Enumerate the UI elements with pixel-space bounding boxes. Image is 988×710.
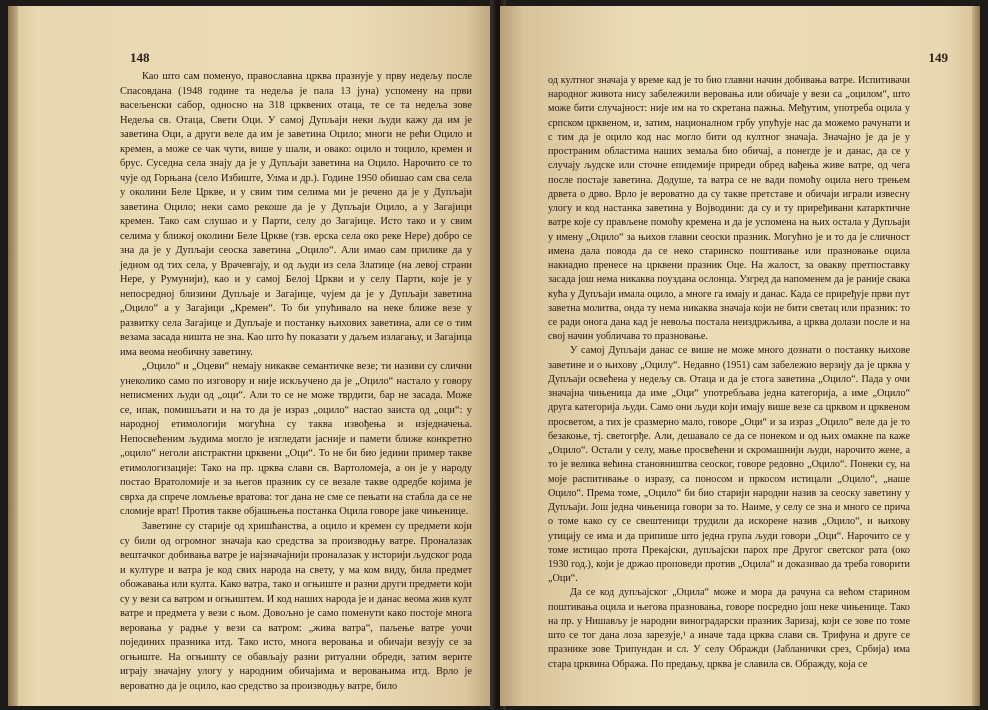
- paragraph: Заветине су старије од хришћанства, а оцило и кремен су предмети који су били од огромног значаја као средства за производњу ватре. Проналазак вештачког добивања ватре је најзначајнији проналазак у историји људског рода и културе и ватра је код свих народа на свету, у ма ком виду, била предмет обожавања или култа. Како ватра, тако и огњиште и разни други предмети који су у вези са ватром и огњиштем. И код наших народа је и данас веома жив култ ватре и предмета у вези с њом. Довољно је само поменути како постоје многа веровања у радње у вези са ватром: „жива ватра“, паљење ватре уочи појединих празника итд. Тако исто, многа веровања и обичаји везују се за огњиште. На огњишту се обављају разни ритуални обреди, затим верите играју значајну улогу у народним обичајима и веровањима итд. Врло је вероватно да је оцило, као средство за производњу ватре, било: [120, 520, 472, 692]
- page-edge: [972, 6, 980, 706]
- left-page: [8, 6, 494, 706]
- page-edge: [8, 6, 18, 706]
- paragraph: Да се код дупљајског „Оцила“ може и мора да рачуна са већом старином поштивања оцила и његова празновања, говоре посредно још неке чињенице. Тако на пр. у Нишављу је народни виноградарски празник Заризај, који се зове по томе што се тог дана лоза зарезује,¹ а иначе тада црква слави св. Трифуна и друге се празнике зове Трипундан и сл. У селу Ображди (Јабланички срез, Србија) има стара црквина Обража. По предању, црква је славила св. Ображду, која се: [548, 587, 910, 670]
- paragraph: У самој Дупљаји данас се више не може много дознати о постанку њихове заветине и о њихову „Оцилу“. Недавно (1951) сам забележио верзију да је црква у Дупљаји освећена у недељу св. Отаца и да је стога заветина „Оцило“. Пада у очи значајна чињеница да име „Оци“ употребљава једна категорија, а име „Оцило“ друга категорија људи. Само они људи који имају више везе са црквом и црквеном просветом, а тих је сразмерно мало, говоре „Оци“ и за израз „Оцило“ веле да је то безакоње, тј. светогрђе. Али, дешавало се да се понеком и од њих омакне па каже „Оцило“. Остали у селу, мање просвећени и скромашнији људи, нарочито жене, а то је велика већина становништва сеоског, говоре редовно „Оцило“. Понеки су, на моје распитивање о изразу, са поносом и пркосом истицали „Оцило“, „наше Оцило“. Према томе, „Оцило“ би био старији народни назив за сеоску заветину у Дупљаји. Још једна чињеница говори за то. Наиме, у селу се зна и много се прича о томе како су се свештеници трудили да искорене назив „Оцило“, и њихову утицају се има и да припише што једна група људи говори „Оци“. Нарочито се у томе истицао прота Прекајски, дупљајски парох пре Другог светског рата (око 1930 год.), који је држао проповеди против „Оцила“ и доказивао да треба говорити „Оци“.: [548, 345, 910, 585]
- paragraph: Као што сам поменуо, православна црква празнује у прву недељу после Спасовдана (1948 године та недеља је пала 13 јуна) успомену на први васељенски сабор, односно на 318 црквених отаца, те се та недеља зове Недеља св. Отаца, Свети Оци. У самој Дупљаји неки људи кажу да им је заветина Оци, а други веле да им је заветина Оцило; многи не рећи Оцило и кремен, а може се чак чути, више у шали, и овако: оцило и тоцило, кремен и брус. Суседна села знају да је у Дупљаји заветина на Оцило. Нарочито се то чује од Горњана (село Избиште, Улма и др.). Године 1950 обишао сам сва села у околини Беле Цркве, и у свим тим селима ми је речено да је у Дупљаји заветина Оцило; неки само рекоше да је у Дупљаји Оцило, а у Загајици кремен. Тако сам слушао и у Парти, селу до Загајице. Исто тако и у свим селима у ближој околини Беле Цркве (тзв. ерска села око реке Нере) добро се зна да је у Дупљаји сеоска заветина „Оцило“. Али имао сам прилике да у једном од тих села, у Врачевгају, и од људи из села Златице (на левој страни Нере, у Румунији), као и у самој Белој Цркви и у селу Парти, које је у непосредној близини Дупљаје и Загајице, чујем да је у Дупљаји заветина „Оцило“ а у Загајици „Кремен“. То би упућивало на неке ближе везе у развитку села Загајице и Дупљаје и постанку њихових заветина, али се о тим везама засада ништа не зна. Као што ћу показати у даљем излагању, и Загајица има веома необичну заветину.: [120, 71, 472, 358]
- paragraph: од култног значаја у време кад је то био главни начин добивања ватре. Испитивачи народног живота нису забележили веровања или обичаје у вези са „оцилом“, што може бити случајност: није им на то скретана пажња. Међутим, употреба оцила у српском црквеном, и, затим, националном грбу упућује нас да можемо рачунати и с тим да је оцило код нас могло бити од култног значаја. Значајно је да је у пространим областима наших земаља био обичај, а понегде је и данас, да се у случају људске или сточне епидемије приреди обред вађења живе ватре, од чега после постаје заветина. Додуше, та ватра се не вади помоћу оцила него трењем дрвета о дрво. Врло је вероватно да су такве претставе и обичаји играли извесну улогу и код настанка заветина у Војводини: да су и ту приређивани катарктичне ватре које су прављене помоћу кремена и да је успомена на њих остала у Дупљаји у имену „Оцило“ за њихов главни сеоски празник. Могућно је и то да је сличност имена дала повода да се неко старинско поштивање или празновање оцила накнадно пренесе на црквени празник Оце. На жалост, за овакву претпоставку засада још нема никаква поуздана ослонца. Узгред да напоменем да је раније свака кућа у Дупљаји имала оцило, а многе га имају и данас. Када се приређује први пут заветна молитва, онда ту нема никаква значаја који не бити светац или празник: то се ради онога дана кад је невоља постала неиздржљива, а црква долази после и на свој начин уобличава то празновање.: [548, 75, 910, 343]
- paragraph: „Оцило“ и „Оцеви“ немају никакве семантичке везе; ти називи су слични унеколико само по изговору и није искључено да је „Оцило“ настало у говору неписмених људи од „оци“. Али то се не може тврдити, бар не засада. Може се, ипак, помишљати и на то да је израз „оцило“ настао заиста од „оци“: у народној етимологији могућна су таква извођења и изједначења. Непосвећеним људима могло је изгледати јасније и памети ближе конкретно „оцило“ неголи апстрактни црквени „Оци“. То не би био једини пример такве етимологизације: Тако на пр. црква слави св. Вартоломеја, а он је у народу постао Вратоломије и за његов празник су се везале такве одредбе којима је сврха да спрече ломљење вратова: тог дана не сме се пењати на стабла да се не сломије врат! Против такве објашњења постанка Оцила говоре јаке чињенице.: [120, 361, 472, 518]
- page-number: 148: [130, 50, 150, 65]
- page-number: 149: [928, 50, 948, 65]
- right-page-text: [548, 74, 910, 672]
- right-page: [500, 6, 980, 706]
- left-page-text: [120, 70, 472, 694]
